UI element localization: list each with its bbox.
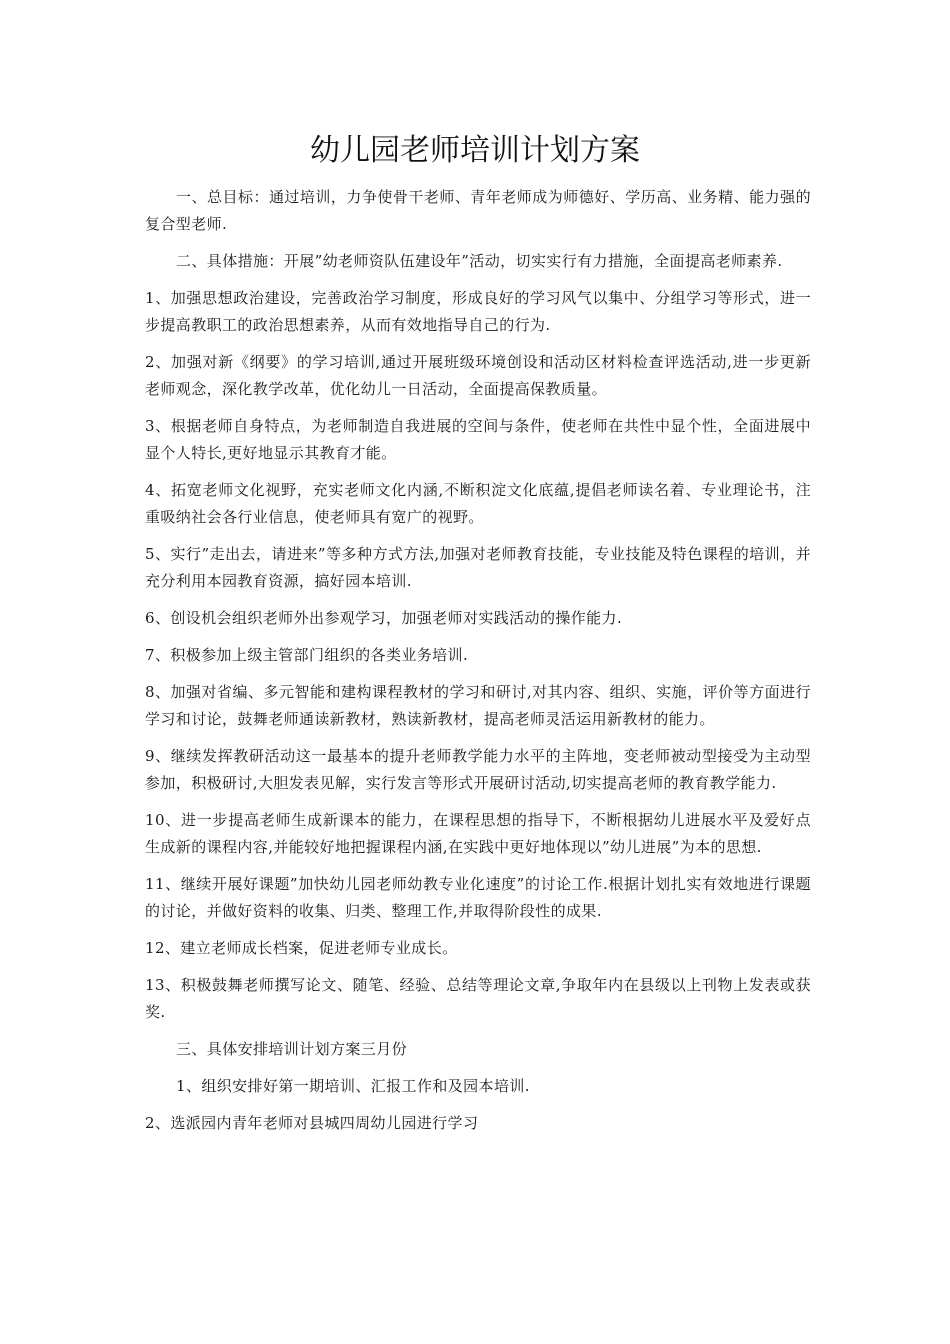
paragraph: 8、加强对省编、多元智能和建构课程教材的学习和研讨,对其内容、组织、实施，评价等方面进行学习和讨论，鼓舞老师通读新教材，熟读新教材，提高老师灵活运用新教材的能力。: [145, 683, 811, 728]
paragraph: 5、实行”走出去，请进来”等多种方式方法,加强对老师教育技能，专业技能及特色课程的培训，并充分利用本园教育资源，搞好园本培训.: [145, 545, 811, 590]
paragraph: 3、根据老师自身特点，为老师制造自我进展的空间与条件，使老师在共性中显个性，全面进展中显个人特长,更好地显示其教育才能。: [145, 417, 811, 462]
paragraph: 2、选派园内青年老师对县城四周幼儿园进行学习: [145, 1114, 479, 1132]
paragraph: 1、加强思想政治建设，完善政治学习制度，形成良好的学习风气以集中、分组学习等形式，进一步提高教职工的政治思想素养，从而有效地指导自己的行为.: [145, 289, 811, 334]
paragraph: 10、进一步提高老师生成新课本的能力，在课程思想的指导下，不断根据幼儿进展水平及爱好点生成新的课程内容,并能较好地把握课程内涵,在实践中更好地体现以”幼儿进展”为本的思想.: [145, 811, 811, 856]
paragraph: 9、继续发挥教研活动这一最基本的提升老师教学能力水平的主阵地，变老师被动型接受为主动型参加，积极研讨,大胆发表见解，实行发言等形式开展研讨活动,切实提高老师的教育教学能力.: [145, 747, 811, 792]
paragraph: 4、拓宽老师文化视野，充实老师文化内涵,不断积淀文化底蕴,提倡老师读名着、专业理论书，注重吸纳社会各行业信息，使老师具有宽广的视野。: [145, 481, 811, 526]
document-title: 幼儿园老师培训计划方案: [310, 133, 640, 168]
document-body: [145, 184, 811, 1147]
paragraph: 11、继续开展好课题”加快幼儿园老师幼教专业化速度”的讨论工作.根据计划扎实有效地进行课题的讨论，并做好资料的收集、归类、整理工作,并取得阶段性的成果.: [145, 875, 811, 920]
paragraph: 7、积极参加上级主管部门组织的各类业务培训.: [145, 646, 469, 664]
paragraph: 二、具体措施：开展”幼老师资队伍建设年”活动，切实实行有力措施，全面提高老师素养.: [176, 252, 783, 270]
paragraph: 2、加强对新《纲要》的学习培训,通过开展班级环境创设和活动区材料检查评选活动,进一步更新老师观念，深化教学改革，优化幼儿一日活动，全面提高保教质量。: [145, 353, 811, 398]
paragraph: 三、具体安排培训计划方案三月份: [176, 1040, 408, 1058]
paragraph: 13、积极鼓舞老师撰写论文、随笔、经验、总结等理论文章,争取年内在县级以上刊物上发表或获奖.: [145, 976, 811, 1021]
paragraph: 12、建立老师成长档案，促进老师专业成长。: [145, 939, 458, 957]
paragraph: 1、组织安排好第一期培训、汇报工作和及园本培训.: [176, 1077, 530, 1095]
paragraph: 6、创设机会组织老师外出参观学习，加强老师对实践活动的操作能力.: [145, 609, 623, 627]
paragraph: 一、总目标：通过培训，力争使骨干老师、青年老师成为师德好、学历高、业务精、能力强的复合型老师.: [145, 188, 811, 233]
